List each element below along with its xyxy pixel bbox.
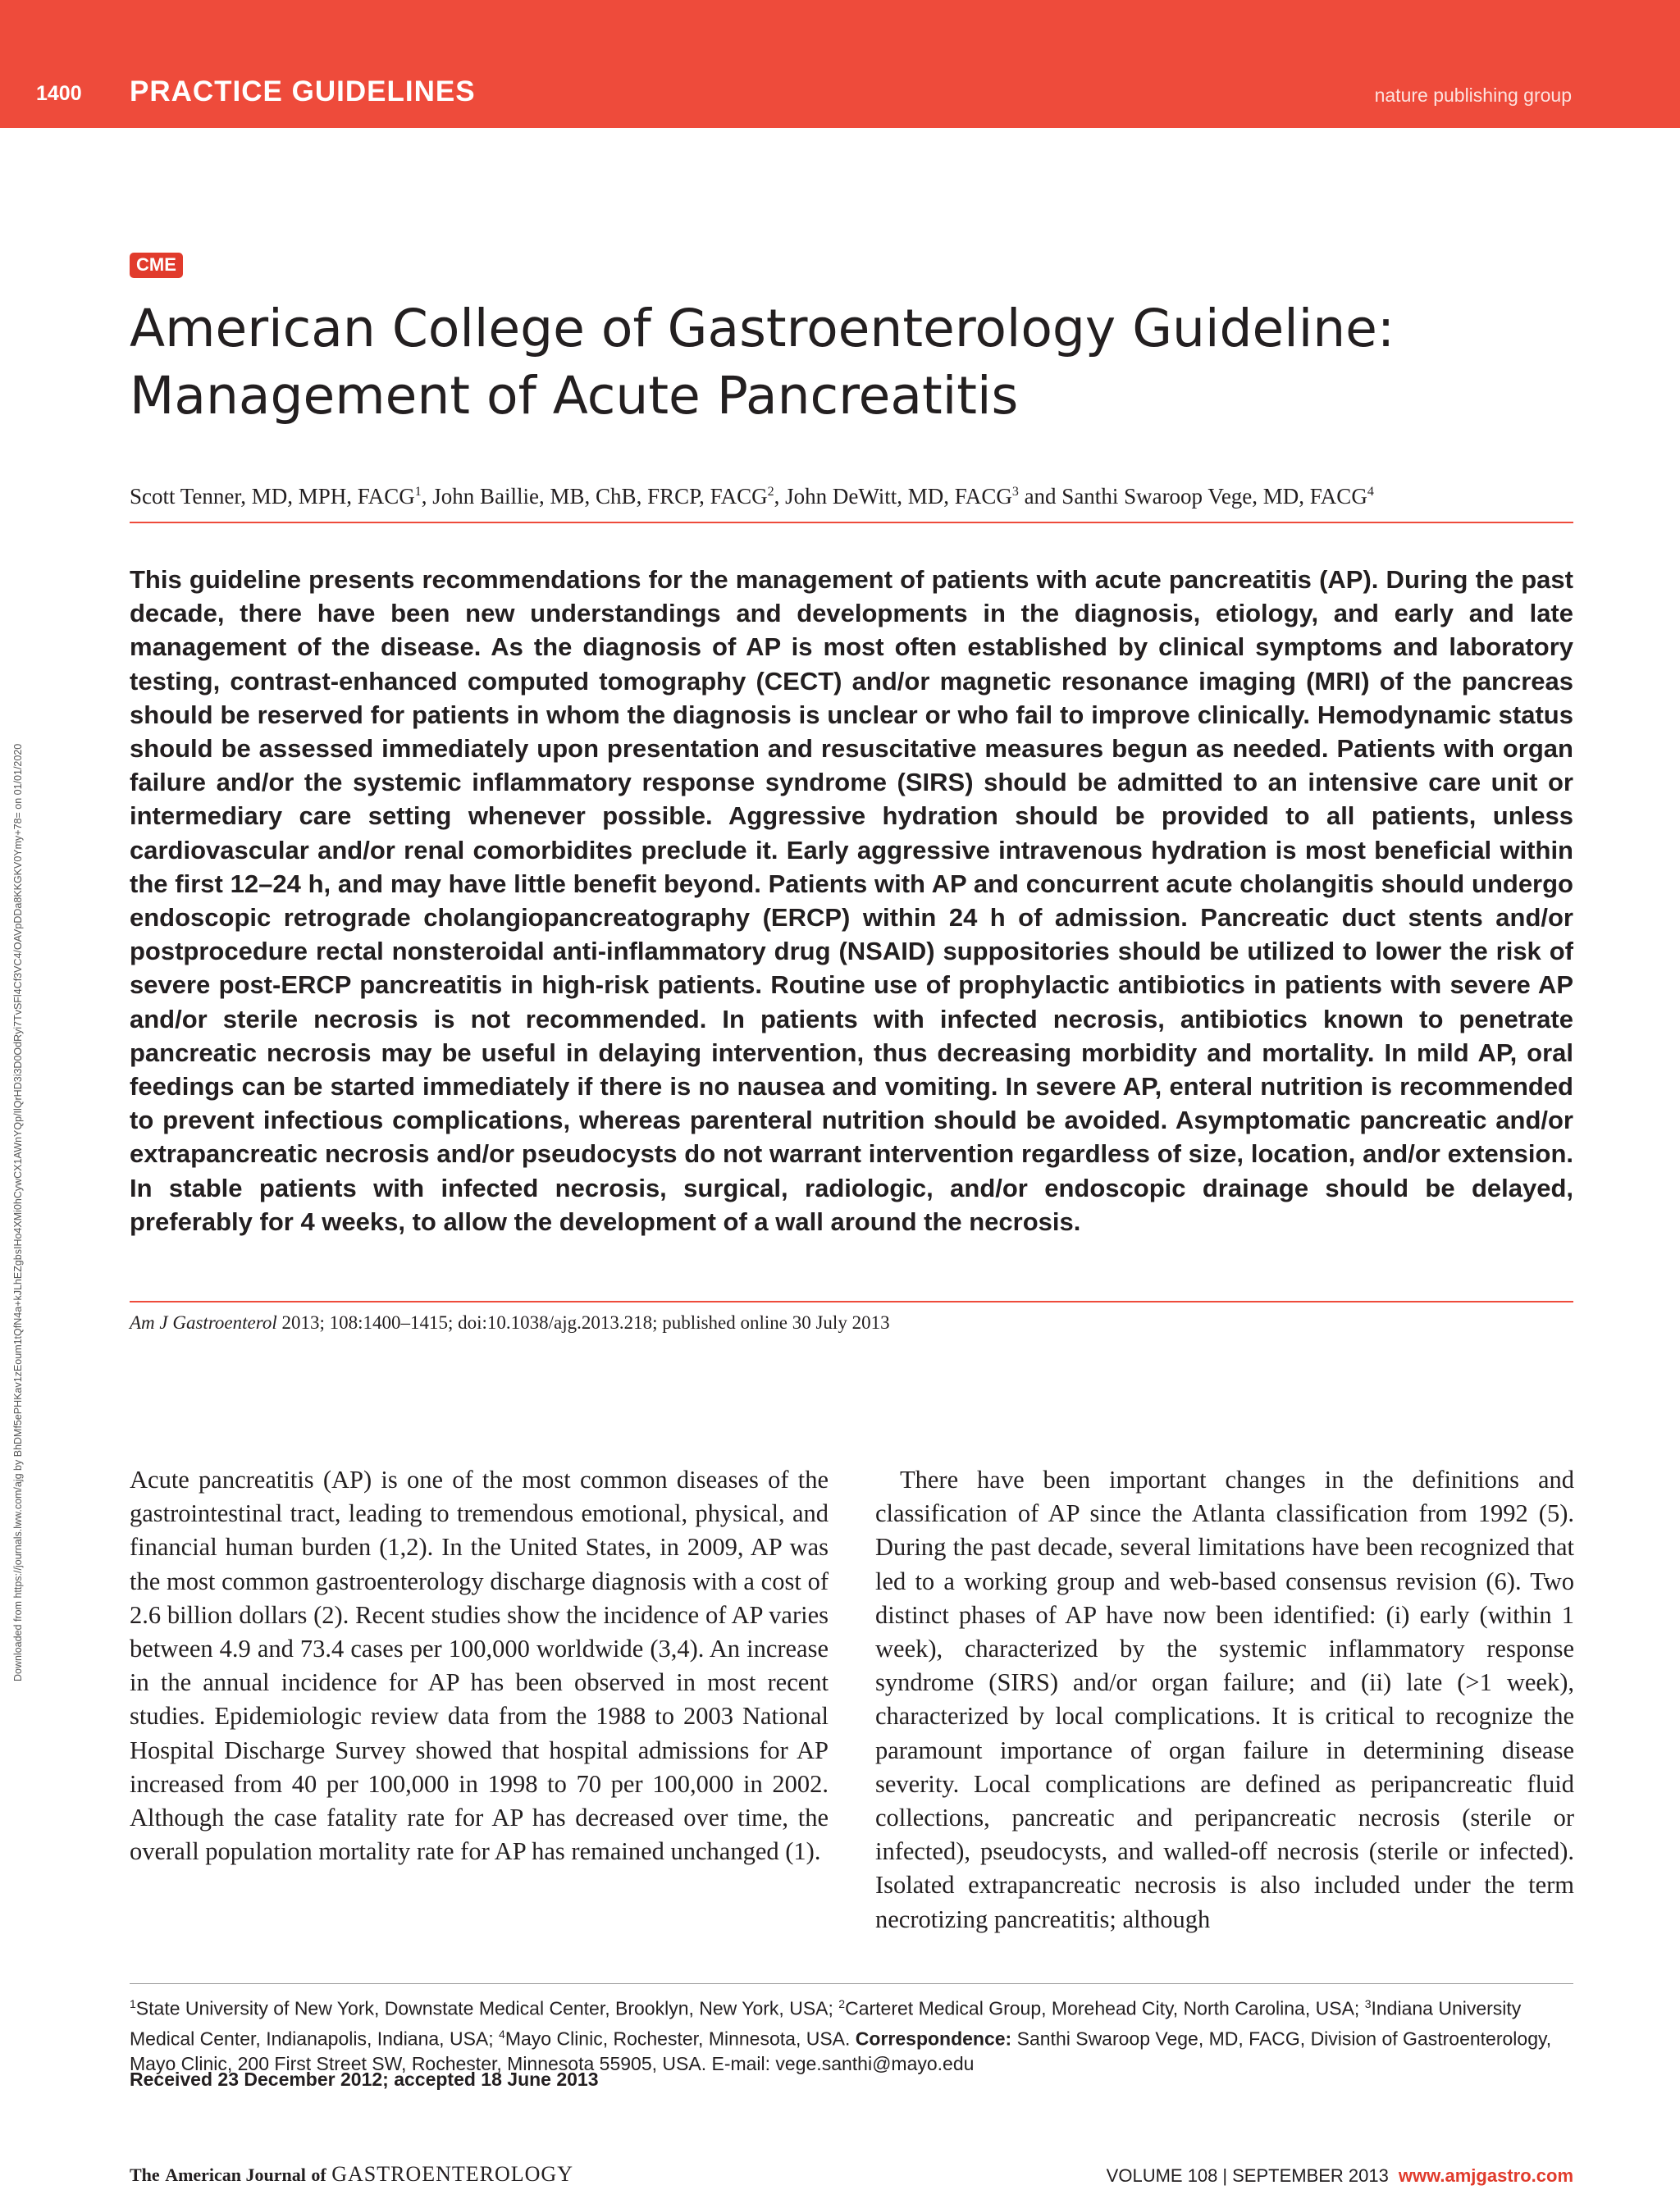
correspondence-label: Correspondence: bbox=[855, 2028, 1012, 2050]
affil-marker-2: 2 bbox=[838, 1997, 846, 2010]
section-label: PRACTICE GUIDELINES bbox=[130, 75, 476, 107]
page-number: 1400 bbox=[36, 82, 82, 105]
correspondence-text: Santhi Swaroop Vege, MD, FACG, Division of Gastroenterology, Mayo Clinic, 200 First Street SW, Rochester, Minnesota 55905, USA. E-mail: vege.santhi@mayo.edu bbox=[130, 2028, 1552, 2075]
affil-marker-4: 4 bbox=[499, 2027, 505, 2041]
received-dates: Received 23 December 2012; accepted 18 June 2013 bbox=[130, 2069, 599, 2090]
title-line-1: American College of Gastroenterology Guideline: bbox=[130, 299, 1395, 358]
author-1: Scott Tenner, MD, MPH, FACG bbox=[130, 484, 415, 509]
footer-volume-info bbox=[1107, 2165, 1573, 2187]
affiliations-footnote bbox=[130, 1991, 1573, 2077]
affil-marker-3: 3 bbox=[1364, 1997, 1372, 2010]
footer-journal-name bbox=[130, 2162, 573, 2187]
affil-4: Mayo Clinic, Rochester, Minnesota, USA. bbox=[504, 2028, 856, 2050]
article-title bbox=[130, 295, 1573, 430]
download-watermark: Downloaded from https://journals.lww.com/ajg by BhDMf5ePHKav1zEoum1tQfN4a+kJLhEZgbsIHo4XMi0hCywCX1AWnYQp/IlQrHD3i3D0OdRyi7TvSFl4Cf3VC4/OAVpDDa8KKGKV0Ymy+78= on 01/01/2020 bbox=[12, 743, 24, 1681]
author-2-affil: 2 bbox=[767, 485, 774, 499]
citation-details: 2013; 108:1400–1415; doi:10.1038/ajg.2013.218; published online 30 July 2013 bbox=[276, 1312, 890, 1333]
issue-date: SEPTEMBER 2013 bbox=[1232, 2165, 1389, 2186]
journal-url[interactable]: www.amjgastro.com bbox=[1398, 2165, 1573, 2186]
author-list bbox=[130, 484, 1573, 509]
abstract: This guideline presents recommendations for the management of patients with acute pancreatitis (AP). During the past decade, there have been new understandings and developments in the diagnosis, etiology, and early and late management of the disease. As the diagnosis of AP is most often established by clinical symptoms and laboratory testing, contrast-enhanced computed tomography (CECT) and/or magnetic resonance imaging (MRI) of the pancreas should be reserved for patients in whom the diagnosis is unclear or who fail to improve clinically. Hemodynamic status should be assessed immediately upon presentation and resuscitative measures begun as needed. Patients with organ failure and/or the systemic inflammatory response syndrome (SIRS) should be admitted to an intensive care unit or intermediary care setting whenever possible. Aggressive hydration should be provided to all patients, unless cardiovascular and/or renal comorbidites preclude it. Early aggressive intravenous hydration is most beneficial within the first 12–24 h, and may have little benefit beyond. Patients with AP and concurrent acute cholangitis should undergo endoscopic retrograde cholangiopancreatography (ERCP) within 24 h of admission. Pancreatic duct stents and/or postprocedure rectal nonsteroidal anti-inflammatory drug (NSAID) suppositories should be utilized to lower the risk of severe post-ERCP pancreatitis in high-risk patients. Routine use of prophylactic antibiotics in patients with severe AP and/or sterile necrosis is not recommended. In patients with infected necrosis, antibiotics known to penetrate pancreatic necrosis may be useful in delaying intervention, thus decreasing morbidity and mortality. In mild AP, oral feedings can be started immediately if there is no nausea and vomiting. In severe AP, enteral nutrition is recommended to prevent infectious complications, whereas parenteral nutrition should be avoided. Asymptomatic pancreatic and/or extrapancreatic necrosis and/or pseudocysts do not warrant intervention regardless of size, location, and/or extension. In stable patients with infected necrosis, surgical, radiologic, and/or endoscopic drainage should be delayed, preferably for 4 weeks, to allow the development of a wall around the necrosis. bbox=[130, 565, 1573, 1236]
author-3-affil: 3 bbox=[1011, 485, 1019, 499]
body-column-right: There have been important changes in the definitions and classification of AP since the Atlanta classification from 1992 (5). During the past decade, several limitations have been recognized that led to a working group and web-based consensus revision (6). Two distinct phases of AP have now been identified: (i) early (within 1 week), characterized by the systemic inflammatory response syndrome (SIRS) and/or organ failure; and (ii) late (>1 week), characterized by local complications. It is critical to recognize the paramount importance of organ failure in determining disease severity. Local complications are defined as peripancreatic fluid collections, pancreatic and peripancreatic necrosis (sterile or infected), pseudocysts, and walled-off necrosis (sterile or infected). Isolated extrapancreatic necrosis is also included under the term necrotizing pancreatitis; although bbox=[875, 1466, 1574, 1933]
affil-marker-1: 1 bbox=[130, 1997, 136, 2010]
author-4: and Santhi Swaroop Vege, MD, FACG bbox=[1018, 484, 1367, 509]
author-3: , John DeWitt, MD, FACG bbox=[774, 484, 1012, 509]
divider-bottom bbox=[130, 1301, 1573, 1302]
author-1-affil: 1 bbox=[414, 485, 422, 499]
author-4-affil: 4 bbox=[1367, 485, 1374, 499]
title-line-2: Management of Acute Pancreatitis bbox=[130, 366, 1019, 426]
journal-american: American Journal bbox=[165, 2165, 306, 2185]
journal-the: The bbox=[130, 2165, 160, 2185]
publisher-label: nature publishing group bbox=[1374, 84, 1572, 106]
divider-top bbox=[130, 522, 1573, 523]
body-column-left: Acute pancreatitis (AP) is one of the most common diseases of the gastrointestinal tract, leading to tremendous emotional, physical, and financial human burden (1,2). In the United States, in 2009, AP was the most common gastroenterology discharge diagnosis with a cost of 2.6 billion dollars (2). Recent studies show the incidence of AP varies between 4.9 and 73.4 cases per 100,000 worldwide (3,4). An increase in the annual incidence for AP has been observed in most recent studies. Epidemiologic review data from the 1988 to 2003 National Hospital Discharge Survey showed that hospital admissions for AP increased from 40 per 100,000 in 1998 to 70 per 100,000 in 2002. Although the case fatality rate for AP has decreased over time, the overall population mortality rate for AP has remained unchanged (1). bbox=[130, 1466, 829, 1866]
footnote-divider bbox=[130, 1983, 1573, 1984]
journal-of: of bbox=[311, 2165, 326, 2185]
header-bar bbox=[0, 0, 1680, 128]
citation-journal: Am J Gastroenterol bbox=[130, 1312, 277, 1333]
affil-2: Carteret Medical Group, Morehead City, North Carolina, USA; bbox=[845, 1997, 1365, 2019]
volume: VOLUME 108 bbox=[1106, 2165, 1218, 2186]
journal-gastro: GASTROENTEROLOGY bbox=[331, 2162, 573, 2186]
footer-separator: | bbox=[1222, 2165, 1228, 2186]
cme-badge: CME bbox=[130, 253, 183, 278]
author-2: , John Baillie, MB, ChB, FRCP, FACG bbox=[421, 484, 768, 509]
citation bbox=[130, 1312, 1573, 1334]
affil-1: State University of New York, Downstate Medical Center, Brooklyn, New York, USA; bbox=[135, 1997, 839, 2019]
affil-3: Indiana University Medical Center, Indianapolis, Indiana, USA; bbox=[130, 1997, 1522, 2050]
